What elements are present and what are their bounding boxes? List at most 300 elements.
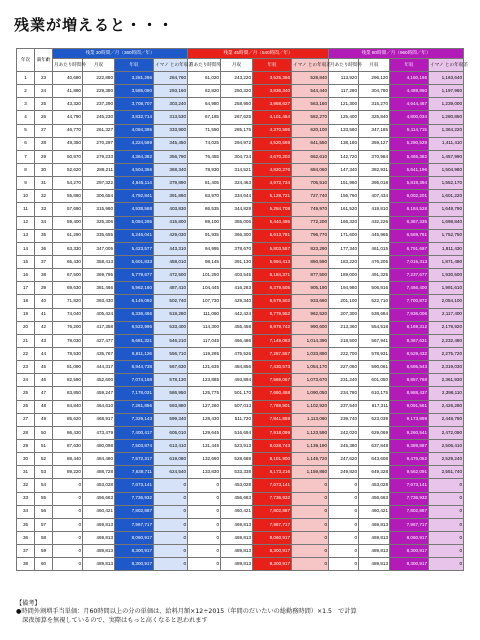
col-header-diff: イマノ との年収差 — [292, 59, 329, 72]
cell-annual-45: 4,101,454 — [253, 111, 292, 124]
cell-annual-45: 6,579,502 — [253, 295, 292, 308]
col-header-monthly: 月収 — [359, 59, 390, 72]
cell-monthly-45: 334,644 — [221, 190, 253, 203]
cell-diff-80: 0 — [429, 518, 464, 531]
cell-annual-45: 6,184,371 — [253, 269, 292, 282]
cell-diff-45: 0 — [292, 479, 329, 492]
cell-annual-30: 7,736,932 — [115, 492, 154, 505]
cell-monthly-45: 243,220 — [221, 72, 253, 85]
cell-overtime-45: 76,455 — [188, 150, 221, 163]
cell-overtime-45: 78,930 — [188, 163, 221, 176]
cell-annual-30: 6,149,092 — [115, 295, 154, 308]
cell-overtime-30: 65,430 — [53, 255, 83, 268]
cell-annual-80: 7,015,313 — [390, 255, 429, 268]
cell-monthly-80: 370,984 — [359, 150, 390, 163]
table-row — [17, 558, 464, 571]
table-row — [17, 347, 464, 360]
cell-overtime-80: 113,920 — [329, 72, 359, 85]
cell-diff-80: 2,529,240 — [429, 453, 464, 466]
cell-overtime-30: 79,530 — [53, 347, 83, 360]
cell-monthly-45: 516,694 — [221, 426, 253, 439]
cell-annual-45: 5,440,495 — [253, 216, 292, 229]
cell-monthly-30: 405,424 — [83, 308, 115, 321]
cell-overtime-80: 222,700 — [329, 347, 359, 360]
cell-diff-80: 0 — [429, 531, 464, 544]
cell-diff-80: 2,275,720 — [429, 347, 464, 360]
cell-annual-80: 4,644,467 — [390, 98, 429, 111]
cell-year: 2 — [17, 85, 35, 98]
cell-monthly-80: 395,018 — [359, 177, 390, 190]
cell-diff-45: 0 — [292, 558, 329, 571]
cell-monthly-80: 610,175 — [359, 387, 390, 400]
cell-overtime-30: 0 — [53, 505, 83, 518]
cell-diff-45: 877,500 — [292, 269, 329, 282]
cell-annual-30: 7,329,143 — [115, 413, 154, 426]
cell-diff-80: 2,398,110 — [429, 387, 464, 400]
cell-age: 51 — [35, 439, 53, 452]
cell-diff-45: 0 — [292, 518, 329, 531]
cell-overtime-30: 67,500 — [53, 269, 83, 282]
cell-monthly-80: 453,028 — [359, 479, 390, 492]
group-header-30h: 残業 30時間／月（360時間／年） — [53, 49, 188, 59]
cell-annual-80: 7,673,141 — [390, 479, 429, 492]
cell-monthly-80: 489,813 — [359, 545, 390, 558]
cell-monthly-30: 288,211 — [83, 163, 115, 176]
cell-diff-45: 823,290 — [292, 242, 329, 255]
cell-monthly-80: 554,518 — [359, 321, 390, 334]
cell-overtime-30: 0 — [53, 545, 83, 558]
cell-year: 16 — [17, 269, 35, 282]
cell-year: 28 — [17, 426, 35, 439]
cell-diff-30: 368,340 — [154, 163, 188, 176]
cell-annual-30: 3,585,060 — [115, 85, 154, 98]
cell-age: 53 — [35, 466, 53, 479]
cell-annual-45: 7,673,141 — [253, 479, 292, 492]
cell-year: 35 — [17, 518, 35, 531]
cell-age: 24 — [35, 85, 53, 98]
cell-annual-80: 5,290,529 — [390, 137, 429, 150]
cell-monthly-45: 456,663 — [221, 492, 253, 505]
cell-diff-30: 0 — [154, 545, 188, 558]
cell-diff-45: 933,660 — [292, 295, 329, 308]
cell-year: 22 — [17, 347, 35, 360]
cell-annual-80: 6,791,697 — [390, 242, 429, 255]
cell-overtime-45: 119,295 — [188, 347, 221, 360]
cell-monthly-80: 476,205 — [359, 255, 390, 268]
cell-diff-80: 1,280,850 — [429, 111, 464, 124]
cell-overtime-30: 84,840 — [53, 400, 83, 413]
cell-monthly-45: 355,006 — [221, 216, 253, 229]
cell-annual-80: 4,160,166 — [390, 72, 429, 85]
table-row — [17, 98, 464, 111]
cell-overtime-45: 129,645 — [188, 426, 221, 439]
cell-monthly-80: 601,050 — [359, 374, 390, 387]
cell-overtime-80: 0 — [329, 505, 359, 518]
cell-overtime-30: 86,430 — [53, 426, 83, 439]
cell-annual-45: 7,287,557 — [253, 347, 292, 360]
cell-annual-80: 7,237,677 — [390, 269, 429, 282]
cell-overtime-30: 88,440 — [53, 453, 83, 466]
table-row — [17, 150, 464, 163]
cell-overtime-30: 0 — [53, 492, 83, 505]
cell-monthly-45: 489,813 — [221, 545, 253, 558]
cell-annual-45: 7,736,932 — [253, 492, 292, 505]
cell-annual-80: 8,857,768 — [390, 374, 429, 387]
cell-monthly-45: 501,170 — [221, 387, 253, 400]
cell-monthly-45: 469,813 — [221, 531, 253, 544]
cell-annual-45: 7,967,717 — [253, 518, 292, 531]
cell-annual-80: 4,800,034 — [390, 111, 429, 124]
cell-annual-45: 5,613,781 — [253, 229, 292, 242]
table-row — [17, 308, 464, 321]
cell-annual-80: 6,569,761 — [390, 229, 429, 242]
cell-monthly-80: 460,421 — [359, 505, 390, 518]
cell-overtime-45: 83,970 — [188, 190, 221, 203]
cell-overtime-80: 242,020 — [329, 426, 359, 439]
cell-diff-30: 333,900 — [154, 124, 188, 137]
cell-diff-45: 563,160 — [292, 98, 329, 111]
cell-monthly-80: 590,061 — [359, 361, 390, 374]
cell-overtime-45: 133,830 — [188, 466, 221, 479]
cell-overtime-45: 61,020 — [188, 72, 221, 85]
cell-diff-80: 2,117,400 — [429, 308, 464, 321]
cell-year: 8 — [17, 163, 35, 176]
cell-annual-80: 5,114,715 — [390, 124, 429, 137]
cell-diff-30: 0 — [154, 531, 188, 544]
col-header-annual: 年収 — [253, 59, 292, 72]
cell-overtime-80: 239,740 — [329, 413, 359, 426]
table-row — [17, 163, 464, 176]
cell-monthly-45: 442,424 — [221, 308, 253, 321]
group-header-45h: 残業 45時間／月（540時間／年） — [188, 49, 329, 59]
cell-annual-30: 7,673,141 — [115, 479, 154, 492]
table-row — [17, 492, 464, 505]
cell-overtime-80: 161,520 — [329, 203, 359, 216]
cell-diff-45: 1,149,720 — [292, 453, 329, 466]
cell-annual-80: 7,967,717 — [390, 518, 429, 531]
table-row — [17, 505, 464, 518]
cell-year: 21 — [17, 334, 35, 347]
cell-diff-80: 1,698,840 — [429, 216, 464, 229]
cell-monthly-30: 245,230 — [83, 111, 115, 124]
cell-annual-45: 3,525,366 — [253, 72, 292, 85]
table-row — [17, 229, 464, 242]
cell-overtime-80: 0 — [329, 492, 359, 505]
cell-monthly-45: 250,320 — [221, 85, 253, 98]
cell-annual-45: 5,994,413 — [253, 255, 292, 268]
cell-year: 13 — [17, 229, 35, 242]
cell-overtime-80: 0 — [329, 558, 359, 571]
table-row — [17, 255, 464, 268]
cell-overtime-45: 74,025 — [188, 137, 221, 150]
cell-diff-30: 313,530 — [154, 111, 188, 124]
cell-year: 24 — [17, 374, 35, 387]
cell-diff-30: 619,080 — [154, 453, 188, 466]
cell-monthly-45: 528,688 — [221, 453, 253, 466]
cell-overtime-30: 87,630 — [53, 439, 83, 452]
cell-monthly-30: 469,813 — [83, 518, 115, 531]
cell-monthly-30: 237,290 — [83, 98, 115, 111]
cell-year: 18 — [17, 295, 35, 308]
cell-age: 46 — [35, 374, 53, 387]
cell-year: 30 — [17, 453, 35, 466]
cell-annual-30: 5,962,160 — [115, 282, 154, 295]
cell-overtime-80: 142,720 — [329, 150, 359, 163]
cell-overtime-45: 121,635 — [188, 361, 221, 374]
cell-annual-30: 6,681,321 — [115, 334, 154, 347]
cell-overtime-30: 0 — [53, 518, 83, 531]
cell-monthly-80: 432,226 — [359, 216, 390, 229]
cell-age: 26 — [35, 111, 53, 124]
cell-annual-45: 7,430,573 — [253, 361, 292, 374]
cell-overtime-80: 0 — [329, 518, 359, 531]
cell-annual-45: 4,520,669 — [253, 137, 292, 150]
cell-annual-30: 3,281,286 — [115, 72, 154, 85]
cell-monthly-30: 459,247 — [83, 387, 115, 400]
cell-diff-30: 356,790 — [154, 150, 188, 163]
cell-annual-80: 8,529,432 — [390, 347, 429, 360]
cell-monthly-80: 347,185 — [359, 124, 390, 137]
table-row — [17, 334, 464, 347]
cell-annual-30: 5,601,833 — [115, 255, 154, 268]
cell-overtime-45: 127,260 — [188, 400, 221, 413]
cell-overtime-30: 41,880 — [53, 85, 83, 98]
cell-diff-80: 0 — [429, 558, 464, 571]
table-group-header-row — [17, 49, 464, 59]
table-row — [17, 531, 464, 544]
cell-overtime-45: 89,100 — [188, 216, 221, 229]
cell-overtime-45: 0 — [188, 518, 221, 531]
cell-overtime-80: 207,300 — [329, 308, 359, 321]
cell-diff-30: 391,860 — [154, 190, 188, 203]
table-row — [17, 137, 464, 150]
cell-overtime-30: 55,880 — [53, 190, 83, 203]
cell-monthly-30: 444,317 — [83, 361, 115, 374]
cell-overtime-80: 231,240 — [329, 374, 359, 387]
cell-annual-45: 4,972,734 — [253, 177, 292, 190]
cell-overtime-45: 128,430 — [188, 413, 221, 426]
cell-annual-80: 8,169,312 — [390, 321, 429, 334]
cell-diff-45: 528,840 — [292, 72, 329, 85]
cell-diff-30: 443,310 — [154, 242, 188, 255]
col-header-overtime: 月あたり時間外 — [329, 59, 359, 72]
cell-monthly-30: 335,655 — [83, 229, 115, 242]
cell-overtime-45: 125,775 — [188, 387, 221, 400]
cell-year: 25 — [17, 387, 35, 400]
cell-monthly-45: 507,013 — [221, 400, 253, 413]
cell-diff-45: 684,060 — [292, 163, 329, 176]
cell-monthly-45: 391,130 — [221, 255, 253, 268]
cell-annual-45: 7,569,067 — [253, 374, 292, 387]
cell-overtime-80: 245,380 — [329, 439, 359, 452]
cell-annual-80: 9,562,091 — [390, 466, 429, 479]
cell-annual-80: 9,173,899 — [390, 413, 429, 426]
cell-age: 27 — [35, 124, 53, 137]
cell-age: 33 — [35, 203, 53, 216]
cell-year: 26 — [17, 400, 35, 413]
cell-annual-30: 4,792,841 — [115, 190, 154, 203]
cell-diff-45: 1,139,190 — [292, 439, 329, 452]
cell-annual-30: 7,572,317 — [115, 453, 154, 466]
cell-diff-80: 1,601,220 — [429, 190, 464, 203]
table-row — [17, 203, 464, 216]
col-header-annual: 年収 — [390, 59, 429, 72]
cell-monthly-30: 464,610 — [83, 400, 115, 413]
col-header-annual: 年収 — [115, 59, 154, 72]
cell-monthly-80: 315,270 — [359, 98, 390, 111]
cell-overtime-30: 0 — [53, 558, 83, 571]
cell-age: 34 — [35, 216, 53, 229]
cell-monthly-45: 533,338 — [221, 466, 253, 479]
cell-annual-80: 8,695,543 — [390, 361, 429, 374]
cell-age: 30 — [35, 163, 53, 176]
cell-monthly-45: 344,829 — [221, 203, 253, 216]
cell-overtime-45: 114,300 — [188, 321, 221, 334]
cell-diff-30: 487,410 — [154, 282, 188, 295]
cell-monthly-30: 452,600 — [83, 374, 115, 387]
table-body — [17, 72, 464, 571]
cell-monthly-80: 382,931 — [359, 163, 390, 176]
cell-overtime-80: 237,540 — [329, 400, 359, 413]
cell-monthly-80: 325,840 — [359, 111, 390, 124]
cell-monthly-30: 325,306 — [83, 216, 115, 229]
cell-overtime-30: 63,330 — [53, 242, 83, 255]
cell-annual-30: 7,400,417 — [115, 426, 154, 439]
cell-diff-45: 990,600 — [292, 321, 329, 334]
cell-monthly-80: 461,015 — [359, 242, 390, 255]
cell-annual-30: 4,504,356 — [115, 163, 154, 176]
cell-diff-80: 2,551,740 — [429, 466, 464, 479]
cell-annual-30: 5,423,577 — [115, 242, 154, 255]
cell-overtime-80: 0 — [329, 479, 359, 492]
cell-annual-30: 4,224,569 — [115, 137, 154, 150]
table-row — [17, 413, 464, 426]
table-row — [17, 111, 464, 124]
cell-overtime-30: 43,320 — [53, 98, 83, 111]
cell-monthly-80: 637,848 — [359, 439, 390, 452]
cell-annual-45: 6,379,505 — [253, 282, 292, 295]
cell-overtime-30: 81,090 — [53, 361, 83, 374]
cell-monthly-80: 506,816 — [359, 282, 390, 295]
cell-diff-30: 518,280 — [154, 308, 188, 321]
cell-diff-80: 1,552,170 — [429, 177, 464, 190]
cell-year: 1 — [17, 72, 35, 85]
cell-diff-30: 556,710 — [154, 347, 188, 360]
cell-diff-80: 0 — [429, 479, 464, 492]
cell-monthly-30: 469,813 — [83, 531, 115, 544]
cell-monthly-30: 297,322 — [83, 177, 115, 190]
cell-annual-30: 5,084,295 — [115, 216, 154, 229]
cell-diff-30: 303,240 — [154, 98, 188, 111]
cell-monthly-45: 378,670 — [221, 242, 253, 255]
cell-annual-45: 7,680,458 — [253, 387, 292, 400]
cell-age: 29 — [35, 150, 53, 163]
cell-monthly-30: 427,477 — [83, 334, 115, 347]
cell-diff-45: 0 — [292, 505, 329, 518]
cell-annual-30: 6,811,126 — [115, 347, 154, 360]
cell-diff-30: 379,890 — [154, 177, 188, 190]
cell-monthly-45: 324,463 — [221, 177, 253, 190]
cell-annual-80: 6,367,335 — [390, 216, 429, 229]
cell-diff-45: 905,190 — [292, 282, 329, 295]
cell-annual-80: 5,819,394 — [390, 177, 429, 190]
cell-annual-45: 8,300,917 — [253, 558, 292, 571]
cell-age: 32 — [35, 190, 53, 203]
table-row — [17, 282, 464, 295]
table-row — [17, 466, 464, 479]
cell-diff-30: 403,830 — [154, 203, 188, 216]
cell-overtime-45: 62,820 — [188, 85, 221, 98]
cell-diff-30: 546,210 — [154, 334, 188, 347]
cell-diff-30: 0 — [154, 492, 188, 505]
cell-diff-80: 0 — [429, 545, 464, 558]
cell-monthly-80: 489,813 — [359, 558, 390, 571]
cell-monthly-30: 369,795 — [83, 269, 115, 282]
table-row — [17, 518, 464, 531]
cell-overtime-45: 94,995 — [188, 242, 221, 255]
cell-diff-30: 345,450 — [154, 137, 188, 150]
cell-overtime-30: 85,620 — [53, 413, 83, 426]
cell-age: 39 — [35, 282, 53, 295]
cell-overtime-80: 0 — [329, 545, 359, 558]
cell-diff-80: 1,649,790 — [429, 203, 464, 216]
cell-annual-30: 3,832,714 — [115, 111, 154, 124]
cell-monthly-80: 567,941 — [359, 334, 390, 347]
col-header-age: 満年齢 — [35, 49, 53, 72]
cell-diff-45: 620,100 — [292, 124, 329, 137]
cell-overtime-30: 50,970 — [53, 150, 83, 163]
cell-monthly-80: 304,780 — [359, 85, 390, 98]
cell-diff-45: 1,090,050 — [292, 387, 329, 400]
cell-year: 19 — [17, 308, 35, 321]
cell-monthly-30: 270,297 — [83, 137, 115, 150]
cell-monthly-45: 460,421 — [221, 505, 253, 518]
cell-annual-80: 8,300,917 — [390, 545, 429, 558]
cell-monthly-45: 429,340 — [221, 295, 253, 308]
cell-monthly-30: 489,813 — [83, 558, 115, 571]
col-header-diff: イマノ との年収差 — [154, 59, 188, 72]
cell-age: 40 — [35, 295, 53, 308]
cell-monthly-80: 445,965 — [359, 229, 390, 242]
table-row — [17, 124, 464, 137]
page-title: 残業が増えると・・・ — [14, 16, 175, 34]
cell-monthly-45: 403,545 — [221, 269, 253, 282]
table-row — [17, 216, 464, 229]
cell-diff-80: 1,752,750 — [429, 229, 464, 242]
cell-age: 31 — [35, 177, 53, 190]
cell-monthly-80: 643,608 — [359, 453, 390, 466]
cell-annual-80: 7,936,006 — [390, 308, 429, 321]
cell-annual-80: 8,367,631 — [390, 334, 429, 347]
cell-age: 45 — [35, 361, 53, 374]
cell-monthly-45: 493,894 — [221, 374, 253, 387]
cell-monthly-45: 294,972 — [221, 137, 253, 150]
cell-overtime-80: 133,560 — [329, 124, 359, 137]
cell-overtime-30: 54,270 — [53, 177, 83, 190]
table-row — [17, 387, 464, 400]
notes-heading: 【備考】 — [16, 600, 41, 607]
cell-overtime-80: 213,360 — [329, 321, 359, 334]
cell-annual-30: 7,503,874 — [115, 439, 154, 452]
cell-overtime-30: 59,400 — [53, 216, 83, 229]
cell-monthly-45: 469,813 — [221, 518, 253, 531]
cell-diff-80: 0 — [429, 505, 464, 518]
cell-diff-45: 772,200 — [292, 216, 329, 229]
cell-overtime-80: 234,780 — [329, 387, 359, 400]
cell-annual-80: 7,466,400 — [390, 282, 429, 295]
cell-year: 9 — [17, 177, 35, 190]
cell-diff-45: 582,270 — [292, 111, 329, 124]
